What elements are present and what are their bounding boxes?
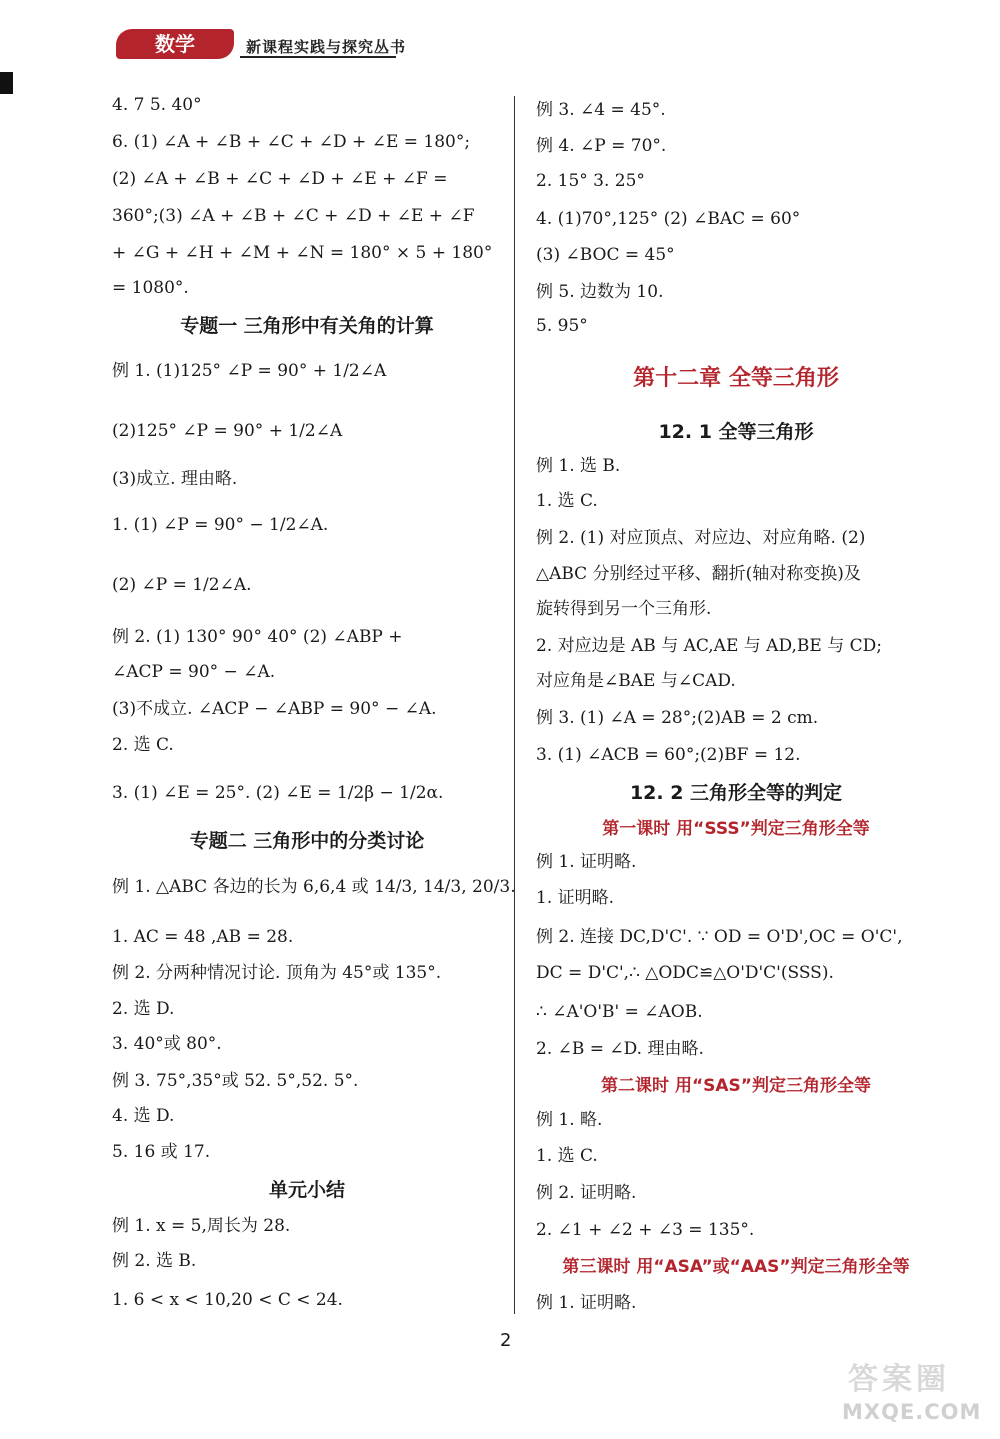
answer-line: 例 2. 连接 DC,D'C'. ∵ OD = O'D',OC = O'C', bbox=[536, 927, 903, 947]
column-divider bbox=[514, 96, 515, 1314]
answer-line: (3) ∠BOC = 45° bbox=[536, 245, 675, 265]
answer-line: 6. (1) ∠A + ∠B + ∠C + ∠D + ∠E = 180°; bbox=[112, 132, 471, 152]
answer-line: 例 1. 略. bbox=[536, 1110, 603, 1130]
answer-line: 对应角是∠BAE 与∠CAD. bbox=[536, 671, 736, 691]
answer-line: 4. 选 D. bbox=[112, 1106, 175, 1126]
answer-line: 例 1. 选 B. bbox=[536, 456, 621, 476]
answer-line: 3. 40°或 80°. bbox=[112, 1034, 222, 1054]
answer-line: 1. (1) ∠P = 90° − 1/2∠A. bbox=[112, 515, 329, 535]
answer-line: 2. ∠B = ∠D. 理由略. bbox=[536, 1039, 704, 1059]
series-title: 新课程实践与探究丛书 bbox=[246, 38, 407, 56]
answer-line: 例 4. ∠P = 70°. bbox=[536, 136, 667, 156]
answer-line: 1. AC = 48 ,AB = 28. bbox=[112, 927, 294, 947]
answer-line: ∠ACP = 90° − ∠A. bbox=[112, 662, 276, 682]
section-heading: 专题二 三角形中的分类讨论 bbox=[189, 830, 425, 852]
answer-line: 例 2. (1) 130° 90° 40° (2) ∠ABP + bbox=[112, 627, 403, 647]
answer-line: 例 2. 证明略. bbox=[536, 1183, 637, 1203]
answer-line: 例 2. 分两种情况讨论. 顶角为 45°或 135°. bbox=[112, 963, 442, 983]
answer-line: (2) ∠A + ∠B + ∠C + ∠D + ∠E + ∠F = bbox=[112, 169, 448, 189]
watermark-text: 答案圈 bbox=[848, 1362, 950, 1397]
answer-line: (3)成立. 理由略. bbox=[112, 469, 238, 489]
answer-line: DC = D'C',∴ △ODC≌△O'D'C'(SSS). bbox=[536, 963, 834, 983]
answer-line: 3. (1) ∠E = 25°. (2) ∠E = 1/2β − 1/2α. bbox=[112, 783, 444, 803]
answer-line: 2. 15° 3. 25° bbox=[536, 171, 645, 191]
page-edge-mark bbox=[0, 72, 13, 94]
section-heading: 第三课时 用“ASA”或“AAS”判定三角形全等 bbox=[562, 1257, 910, 1277]
answer-line: 5. 16 或 17. bbox=[112, 1142, 211, 1162]
answer-line: 例 2. (1) 对应顶点、对应边、对应角略. (2) bbox=[536, 528, 866, 548]
answer-line: 例 1. 证明略. bbox=[536, 852, 637, 872]
page-number: 2 bbox=[500, 1330, 512, 1351]
section-heading: 第一课时 用“SSS”判定三角形全等 bbox=[602, 819, 870, 839]
answer-line: 1. 6 < x < 10,20 < C < 24. bbox=[112, 1290, 343, 1310]
answer-line: 1. 证明略. bbox=[536, 888, 615, 908]
section-heading: 第十二章 全等三角形 bbox=[633, 366, 839, 391]
answer-line: (2) ∠P = 1/2∠A. bbox=[112, 575, 252, 595]
section-heading: 第二课时 用“SAS”判定三角形全等 bbox=[601, 1076, 871, 1096]
answer-line: 360°;(3) ∠A + ∠B + ∠C + ∠D + ∠E + ∠F bbox=[112, 206, 475, 226]
answer-line: 2. 对应边是 AB 与 AC,AE 与 AD,BE 与 CD; bbox=[536, 636, 882, 656]
answer-line: 旋转得到另一个三角形. bbox=[536, 599, 712, 619]
answer-line: 5. 95° bbox=[536, 316, 588, 336]
answer-line: 4. 7 5. 40° bbox=[112, 95, 202, 115]
answer-line: 例 1. x = 5,周长为 28. bbox=[112, 1216, 291, 1236]
answer-line: 例 2. 选 B. bbox=[112, 1251, 197, 1271]
answer-line: 例 3. (1) ∠A = 28°;(2)AB = 2 cm. bbox=[536, 708, 819, 728]
answer-line: (3)不成立. ∠ACP − ∠ABP = 90° − ∠A. bbox=[112, 699, 437, 719]
answer-line: 1. 选 C. bbox=[536, 1146, 598, 1166]
answer-line: 例 1. (1)125° ∠P = 90° + 1/2∠A bbox=[112, 361, 387, 381]
answer-line: (2)125° ∠P = 90° + 1/2∠A bbox=[112, 421, 343, 441]
answer-line: 2. 选 C. bbox=[112, 735, 174, 755]
answer-line: 例 1. 证明略. bbox=[536, 1293, 637, 1313]
answer-line: 1. 选 C. bbox=[536, 491, 598, 511]
answer-line: △ABC 分别经过平移、翻折(轴对称变换)及 bbox=[536, 564, 861, 584]
answer-line: ∴ ∠A'O'B' = ∠AOB. bbox=[536, 1002, 703, 1022]
answer-line: 2. 选 D. bbox=[112, 999, 175, 1019]
answer-line: 2. ∠1 + ∠2 + ∠3 = 135°. bbox=[536, 1220, 755, 1240]
section-heading: 单元小结 bbox=[268, 1179, 345, 1201]
answer-line: 例 3. 75°,35°或 52. 5°,52. 5°. bbox=[112, 1071, 359, 1091]
section-heading: 12. 1 全等三角形 bbox=[658, 421, 814, 443]
answer-line: 4. (1)70°,125° (2) ∠BAC = 60° bbox=[536, 209, 801, 229]
answer-line: = 1080°. bbox=[112, 278, 189, 298]
answer-line: 3. (1) ∠ACB = 60°;(2)BF = 12. bbox=[536, 745, 801, 765]
subject-tag: 数学 bbox=[116, 29, 234, 59]
answer-line: 例 5. 边数为 10. bbox=[536, 282, 664, 302]
section-heading: 专题一 三角形中有关角的计算 bbox=[180, 315, 434, 337]
answer-line: 例 1. △ABC 各边的长为 6,6,4 或 14/3, 14/3, 20/3. bbox=[112, 877, 516, 897]
watermark-logo bbox=[840, 1352, 990, 1432]
watermark-url: MXQE.COM bbox=[842, 1400, 982, 1424]
header-underline bbox=[240, 56, 396, 58]
answer-line: + ∠G + ∠H + ∠M + ∠N = 180° × 5 + 180° bbox=[112, 243, 493, 263]
answer-line: 例 3. ∠4 = 45°. bbox=[536, 100, 666, 120]
section-heading: 12. 2 三角形全等的判定 bbox=[629, 782, 843, 804]
